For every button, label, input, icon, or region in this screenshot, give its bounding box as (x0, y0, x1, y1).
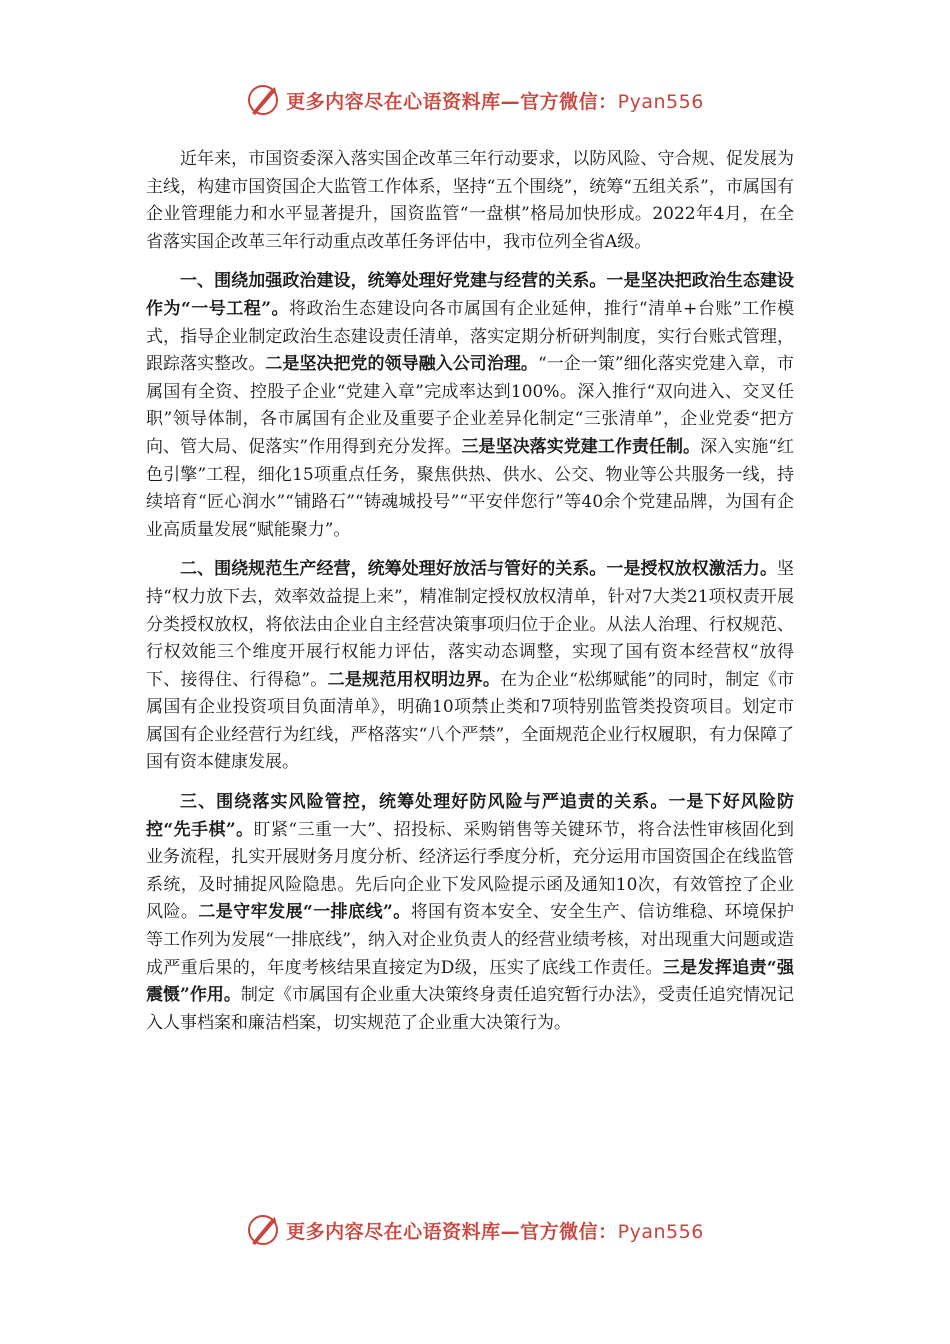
banner-text: 更多内容尽在心语资料库—官方微信：Pyan556 (286, 90, 704, 113)
bold-heading-run: 二是坚决把党的领导融入公司治理。 (265, 354, 538, 375)
text-run: 将国有资本安全、安全生产、信访维稳、环境保护等工作列为发展“一排底线”，纳入对企业负责人的经营业绩考核，对出现重大问题或造成严重后果的，年度考核结果直接定为D级，压实了底线工作责任。 (146, 902, 795, 978)
bold-heading-run: 二、围绕规范生产经营，统筹处理好放活与管好的关系。一是授权放权激活力。 (180, 559, 777, 580)
footer-banner (0, 1210, 950, 1250)
text-run: 坚持“权力放下去，效率效益提上来”，精准制定授权放权清单，针对7大类21项权责开展分类授权放权，将依法由企业自主经营决策事项归位于企业。从法人治理、行权规范、行权效能三个维度开展行权能力评估，落实动态调整，实现了国有资本经营权“放得下、接得住、行得稳”。 (146, 559, 794, 690)
text-run: 近年来，市国资委深入落实国企改革三年行动要求，以防风险、守合规、促发展为主线，构建市国资国企大监管工作体系，坚持“五个围绕”，统筹“五组关系”，市属国有企业管理能力和水平显著提升，国资监管“一盘棋”格局加快形成。2022年4月，在全省落实国企改革三年行动重点改革任务评估中，我市位列全省A级。 (146, 149, 794, 252)
bold-heading-run: 二是守牢发展“一排底线”。 (198, 902, 411, 923)
text-run: 盯紧“三重一大”、招投标、采购销售等关键环节，将合法性审核固化到业务流程，扎实开展财务月度分析、经济运行季度分析，充分运用市国资国企在线监管系统，及时捕捉风险隐患。先后向企业下发风险提示函及通知10次，有效管控了企业风险。 (146, 819, 794, 923)
banner-text: 更多内容尽在心语资料库—官方微信：Pyan556 (286, 1220, 704, 1243)
bold-heading-run: 一、围绕加强政治建设，统筹处理好党建与经营的关系。一是坚决把政治生态建设作为“一号工程”。 (146, 271, 794, 319)
header-banner (0, 80, 950, 120)
bold-heading-run: 三、围绕落实风险管控，统筹处理好防风险与严追责的关系。一是下好风险防控“先手棋”。 (146, 792, 794, 840)
paragraph (146, 556, 794, 777)
text-run: 将政治生态建设向各市属国有企业延伸，推行“清单+台账”工作模式，指导企业制定政治生态建设责任清单，落实定期分析研判制度，实行台账式管理，跟踪落实整改。 (146, 298, 794, 375)
paragraph (146, 146, 794, 256)
document-body (146, 146, 794, 1049)
bold-heading-run: 三是发挥追责“强震慑”作用。 (146, 957, 794, 1006)
pen-logo-icon (246, 1213, 280, 1247)
text-run: 在为企业“松绑赋能”的同时，制定《市属国有企业投资项目负面清单》，明确10项禁止类和7项特别监管类投资项目。划定市属国有企业经营行为红线，严格落实“八个严禁”，全面规范企业行权履职，有力保障了国有资本健康发展。 (146, 669, 794, 773)
text-run: 制定《市属国有企业重大决策终身责任追究暂行办法》，受责任追究情况记入人事档案和廉洁档案，切实规范了企业重大决策行为。 (146, 985, 795, 1033)
paragraph (146, 789, 794, 1037)
text-run: “一企一策”细化落实党建入章，市属国有全资、控股子企业“党建入章”完成率达到100%。深入推行“双向进入、交叉任职”领导体制，各市属国有企业及重要子企业差异化制定“三张清单”，企业党委“把方向、管大局、促落实”作用得到充分发挥。 (146, 354, 795, 457)
bold-heading-run: 三是坚决落实党建工作责任制。 (461, 436, 701, 457)
pen-logo-icon (246, 83, 280, 117)
text-run: 深入实施“红色引擎”工程，细化15项重点任务，聚焦供热、供水、公交、物业等公共服务一线，持续培育“匠心润水”“铺路石”“铸魂城投号”“平安伴您行”等40余个党建品牌，为国有企业高质量发展“赋能聚力”。 (146, 436, 794, 540)
bold-heading-run: 二是规范用权明边界。 (327, 669, 501, 690)
paragraph (146, 268, 794, 544)
